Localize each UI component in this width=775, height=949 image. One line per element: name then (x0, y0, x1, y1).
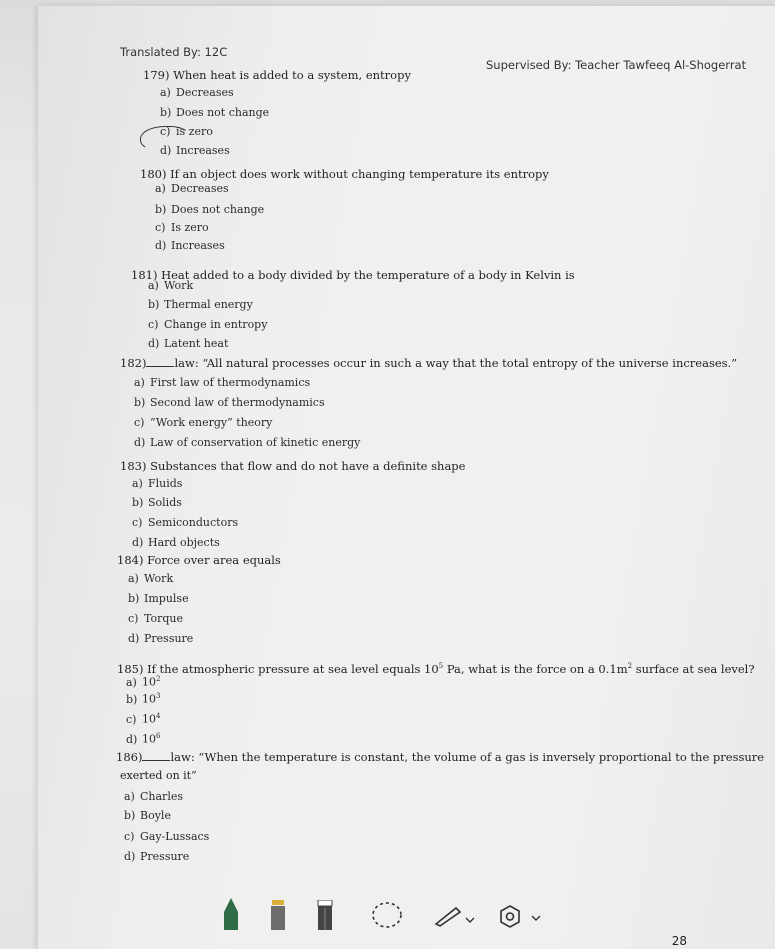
option-181-a: a) Work (148, 279, 194, 292)
option-183-b: b) Solids (132, 496, 182, 509)
option-184-c: c) Torque (128, 612, 183, 625)
settings-icon[interactable] (498, 904, 546, 934)
question-186-continued: exerted on it” (120, 769, 197, 782)
option-183-a: a) Fluids (132, 477, 183, 490)
option-185-d: d) $10^6$ (126, 732, 161, 746)
ruler-pencil-icon[interactable] (432, 904, 476, 932)
pen-icon[interactable] (222, 896, 240, 934)
option-184-a: a) Work (128, 572, 174, 585)
option-179-a: a) Decreases (160, 86, 234, 99)
option-185-a: a) $10^2$ (126, 675, 161, 689)
option-186-b: b) Boyle (124, 809, 171, 822)
question-186: 186) law: “When the temperature is constant, the volume of a gas is inversely proportional to the pressure (116, 750, 765, 764)
option-183-c: c) Semiconductors (132, 516, 239, 529)
eraser-icon[interactable] (316, 900, 334, 934)
option-182-c: c) “Work energy” theory (134, 416, 273, 429)
supervised-by: Supervised By: Teacher Tawfeeq Al-Shogerrat (486, 58, 747, 72)
option-186-a: a) Charles (124, 790, 183, 803)
option-182-d: d) Law of conservation of kinetic energy (134, 436, 361, 449)
option-184-d: d) Pressure (128, 632, 194, 645)
option-186-c: c) Gay-Lussacs (124, 830, 210, 843)
option-184-b: b) Impulse (128, 592, 189, 605)
option-180-b: b) Does not change (155, 203, 265, 216)
question-179: 179) When heat is added to a system, entropy (143, 68, 411, 82)
translated-by: Translated By: 12C (120, 45, 228, 59)
option-179-d: d) Increases (160, 144, 230, 157)
drawing-toolbar (210, 890, 570, 940)
option-181-d: d) Latent heat (148, 337, 229, 350)
question-181: 181) Heat added to a body divided by the temperature of a body in Kelvin is (131, 268, 575, 282)
highlighter-icon[interactable] (270, 900, 286, 934)
option-181-c: c) Change in entropy (148, 318, 268, 331)
question-180: 180) If an object does work without changing temperature its entropy (140, 167, 549, 181)
question-183: 183) Substances that flow and do not have a definite shape (120, 459, 466, 473)
option-186-d: d) Pressure (124, 850, 190, 863)
option-185-c: c) $10^4$ (126, 712, 161, 726)
option-180-d: d) Increases (155, 239, 225, 252)
page-number: 28 (671, 934, 687, 948)
option-179-c: c) is zero (160, 125, 213, 138)
option-182-b: b) Second law of thermodynamics (134, 396, 325, 409)
option-183-d: d) Hard objects (132, 536, 220, 549)
option-180-a: a) Decreases (155, 182, 229, 195)
question-182: 182) law: “All natural processes occur in such a way that the total entropy of the universe increases.” (120, 356, 738, 370)
answer-circle-mark (140, 126, 190, 152)
option-185-b: b) $10^3$ (126, 692, 161, 706)
option-179-b: b) Does not change (160, 106, 270, 119)
option-181-b: b) Thermal energy (148, 298, 253, 311)
option-180-c: c) Is zero (155, 221, 209, 234)
lasso-icon[interactable] (370, 900, 404, 934)
question-185: 185) If the atmospheric pressure at sea level equals $10^5$ Pa, what is the force on a $0.1m^2$ surface at sea level? (117, 662, 755, 676)
option-182-a: a) First law of thermodynamics (134, 376, 311, 389)
question-184: 184) Force over area equals (117, 553, 281, 567)
